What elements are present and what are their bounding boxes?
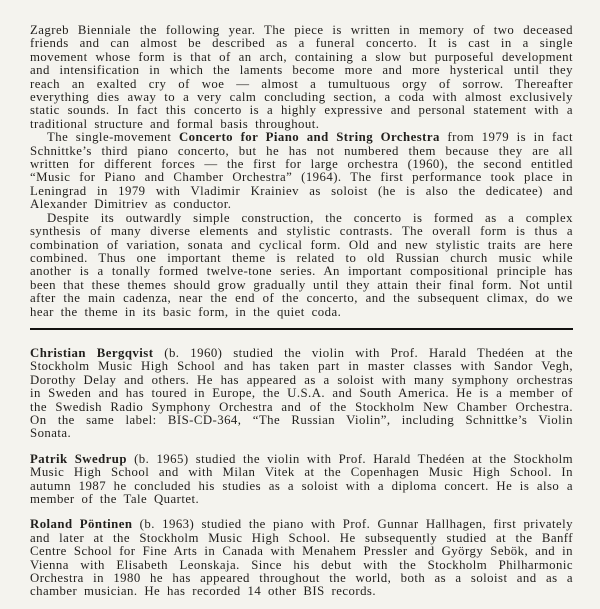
artist-bio-paragraph	[30, 453, 573, 507]
body-text-run: (b. 1963) studied the piano with Prof. Gunnar Hallhagen, first privately and later at the Stockholm Music High School. He subsequently studied at the Banff Centre School for Fine Arts in Canada with Menahem Pressler and György Sebök, and in Vienna with Elisabeth Leonskaja. Since his debut with the Stockholm Philharmonic Orchestra in 1980 he has appeared throughout the world, both as a soloist and as a chamber musician. He has recorded 14 other BIS records.	[30, 517, 573, 599]
section-divider	[30, 328, 573, 330]
body-text-run: The single-movement	[47, 130, 179, 145]
bold-text-run: Roland Pöntinen	[30, 517, 133, 532]
bold-text-run: Christian Bergqvist	[30, 345, 154, 360]
body-text-run: Despite its outwardly simple construction, the concerto is formed as a complex synthesis of many diverse elements and stylistic contrasts. The overall form is thus a combination of variation, sonata and cyclical form. Old and new stylistic traits are here combined. Thus one important theme is related to old Russian church music while another is a tonally formed twelve-tone series. An important compositional principle has been that these themes should grow gradually until they attain their final form. Not until after the main cadenza, near the end of the concerto, and the subsequent climax, do we hear the theme in its basic form, in the quiet coda.	[30, 210, 573, 319]
body-text-run: (b. 1965) studied the violin with Prof. Harald Thedéen at the Stockholm Music High School and with Milan Vitek at the Copenhagen Music High School. In autumn 1987 he concluded his studies as a soloist with a diploma concert. He is also a member of the Tale Quartet.	[30, 451, 573, 506]
artist-bio-paragraph	[30, 347, 573, 441]
liner-notes-paragraph	[30, 24, 573, 131]
bold-text-run: Patrik Swedrup	[30, 451, 127, 466]
liner-notes-paragraph	[30, 131, 573, 211]
liner-notes-paragraph	[30, 212, 573, 319]
bold-text-run: Concerto for Piano and String Orchestra	[178, 130, 440, 145]
liner-notes-section	[30, 24, 573, 319]
body-text-run: from 1979 is in fact Schnittke’s third piano concerto, but he has not numbered them because they are all written for different forces — the first for large orchestra (1960), the second entitled “Music for Piano and Chamber Orchestra” (1964). The first performance took place in Leningrad in 1979 with Vladimir Krainiev as soloist (he is also the dedicatee) and Alexander Dimitriev as conductor.	[30, 130, 573, 212]
body-text-run: (b. 1960) studied the violin with Prof. Harald Thedéen at the Stockholm Music High School and has taken part in master classes with Sandor Vegh, Dorothy Delay and others. He has appeared as a soloist with many symphony orchestras in Sweden and has toured in Europe, the U.S.A. and South America. He is a member of the Swedish Radio Symphony Orchestra and of the Stockholm New Chamber Orchestra. On the same label: BIS-CD-364, “The Russian Violin”, including Schnittke’s Violin Sonata.	[30, 345, 573, 441]
body-text-run: Zagreb Bienniale the following year. The piece is written in memory of two deceased friends and can almost be described as a funeral concerto. It is cast in a single movement whose form is that of an arch, containing a slow but purposeful development and intensification in which the laments become more and more hysterical until they reach an exalted cry of woe — almost a tumultuous orgy of sorrow. Thereafter everything dies away to a very calm concluding section, a coda with almost exclusively static sounds. In fact this concerto is a highly expressive and personal statement with a traditional structure and formal basis throughout.	[30, 23, 573, 131]
artist-bios-section	[30, 347, 573, 599]
artist-bio-paragraph	[30, 518, 573, 598]
